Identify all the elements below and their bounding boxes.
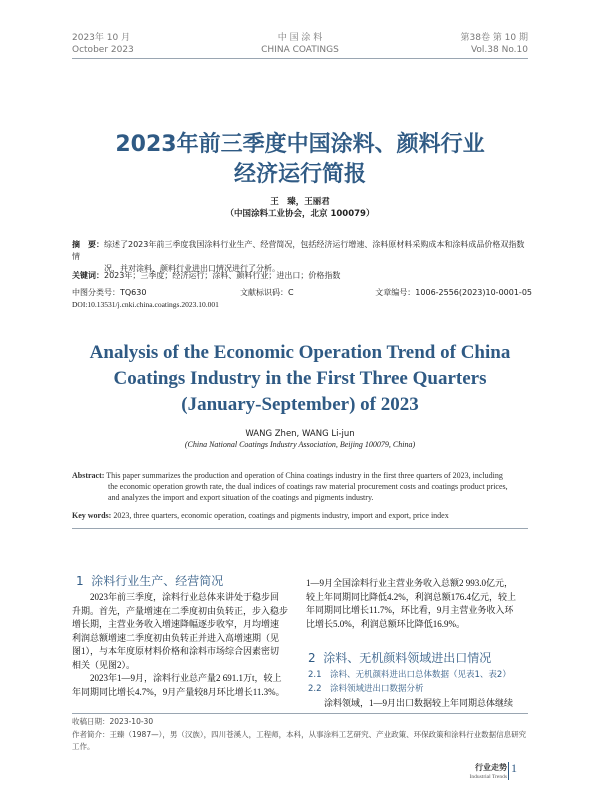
keywords-en — [72, 510, 532, 521]
s1-p1-l4: 图1），与本年度原材料价格和涂料市场综合因素密切 — [72, 646, 280, 656]
rc-l2: 年同期同比增长11.7%，环比看，9月主营业务收入环 — [306, 605, 514, 615]
s1-p2-l1: 年同期同比增长4.7%，9月产量较8月环比增长11.3%。 — [72, 686, 285, 697]
document-code: 文献标识码：C — [240, 288, 294, 297]
s1-p1-l1: 升期。首先，产量增速在二季度初由负转正，步入稳步 — [72, 605, 289, 616]
section1-number: 1 — [76, 574, 84, 588]
header-journal-en: CHINA COATINGS — [261, 45, 339, 55]
section2-number: 2 — [308, 651, 316, 665]
subsection-2-1: 2.1 涂料、无机颜料进出口总体数据（见表1、表2） — [308, 670, 511, 680]
authors-cn: 王 臻，王丽君 — [270, 197, 330, 207]
section1-heading — [76, 573, 223, 589]
author-bio: 作者简介：王臻（1987—），男（汉族），四川苍溪人，工程师，本科，从事涂料工艺研究、产业政策、环保政策和涂料行业数据信息研究工作。 — [72, 730, 527, 751]
s1-p1-l0: 2023年前三季度，涂料行业总体来讲处于稳步回 — [90, 592, 280, 602]
rc-l1: 较上年同期同比降低4.2%，利润总额176.4亿元，较上 — [306, 591, 516, 602]
s1-p1-l3: 利润总额增速二季度初由负转正并进入高增速期（见 — [72, 632, 280, 643]
abstract-en-line1: This paper summarizes the production and operation of China coatings industry in the first three quarters of 2023, including — [106, 471, 503, 480]
affiliation-cn: （中国涂料工业协会，北京 100079） — [225, 209, 375, 219]
authors-en: WANG Zhen, WANG Li-jun — [245, 429, 355, 439]
header-divider — [72, 58, 528, 59]
footnote-divider — [72, 713, 528, 714]
right-column-body — [306, 577, 532, 631]
s1-p1-l2: 增长期，主营业务收入增速降幅逐步收窄，月均增速 — [72, 619, 280, 629]
keywords-cn-text: 2023年；三季度；经济运行；涂料、颜料行业；进出口；价格指数 — [104, 271, 341, 280]
title-cn-line2: 经济运行简报 — [233, 162, 366, 187]
header-date-en: October 2023 — [72, 45, 134, 55]
page-number: 1 — [511, 761, 517, 775]
section1-title: 涂料行业生产、经营简况 — [91, 574, 224, 588]
rc-l0: 1—9月全国涂料行业主营业务收入总额2 993.0亿元， — [306, 578, 514, 588]
abstract-en-label: Abstract: — [72, 471, 105, 480]
title-cn-line1: 2023年前三季度中国涂料、颜料行业 — [115, 132, 485, 157]
s1-p1-l5: 相关（见图2）。 — [72, 659, 136, 670]
keywords-cn-label: 关键词： — [72, 271, 104, 280]
abstract-cn-line1: 综述了2023年前三季度我国涂料行业生产、经营简况，包括经济运行增速、涂料原材料采购成本和涂料成品价格双指数情 — [72, 240, 525, 261]
footer-divider — [508, 762, 509, 780]
abstract-en — [72, 470, 532, 503]
footer-section-en: Industrial Trends — [469, 774, 507, 780]
header-journal-cn: 中 国 涂 料 — [277, 33, 323, 43]
abstract-divider — [72, 528, 528, 529]
section2-heading — [308, 650, 491, 666]
keywords-en-label: Key words: — [72, 511, 112, 520]
title-en-line1: Analysis of the Economic Operation Trend of China — [89, 342, 511, 363]
affiliation-en: (China National Coatings Industry Association, Beijing 100079, China) — [184, 440, 416, 449]
subsection-2-2: 2.2 涂料领域进出口数据分析 — [308, 684, 424, 694]
section2-para: 涂料领域，1—9月出口数据较上年同期总体继续 — [324, 698, 514, 708]
abstract-en-line3: and analyzes the import and export situation of the coatings and pigments industry. — [108, 493, 374, 502]
title-en — [60, 340, 540, 418]
rc-l3: 比增长5.0%，利润总额环比降低16.9%。 — [306, 618, 465, 629]
abstract-cn-line2: 况，并对涂料、颜料行业进出口情况进行了分析。 — [104, 264, 280, 273]
s1-p2-l0: 2023年1—9月，涂料行业总产量2 691.1万t，较上 — [90, 673, 282, 683]
header-volume-cn: 第38卷 第 10 期 — [460, 33, 528, 43]
header-date-cn: 2023年 10 月 — [72, 33, 131, 43]
keywords-en-text: 2023, three quarters, economic operation, coatings and pigments industry, import and export, price index — [113, 511, 449, 520]
keywords-cn — [72, 270, 532, 282]
header-volume — [461, 32, 529, 56]
received-date: 收稿日期：2023-10-30 — [72, 717, 154, 726]
section1-body — [72, 591, 294, 699]
section2-title: 涂料、无机颜料领域进出口情况 — [323, 651, 492, 665]
abstract-en-line2: the economic operation growth rate, the dual indices of coatings raw material procurement costs and coatings product prices, — [108, 482, 508, 491]
title-en-line2: Coatings Industry in the First Three Quarters — [113, 368, 487, 389]
title-cn — [60, 130, 540, 190]
header-volume-en: Vol.38 No.10 — [470, 45, 528, 55]
footer-section-cn: 行业走势 — [475, 763, 507, 772]
abstract-cn-label: 摘 要： — [72, 240, 104, 249]
clc-number: 中图分类号：TQ630 — [72, 288, 147, 297]
title-en-line3: (January-September) of 2023 — [181, 394, 419, 415]
article-number: 文章编号：1006-2556(2023)10-0001-05 — [375, 288, 532, 297]
doi: DOI:10.13531/j.cnki.china.coatings.2023.10.001 — [72, 300, 219, 309]
